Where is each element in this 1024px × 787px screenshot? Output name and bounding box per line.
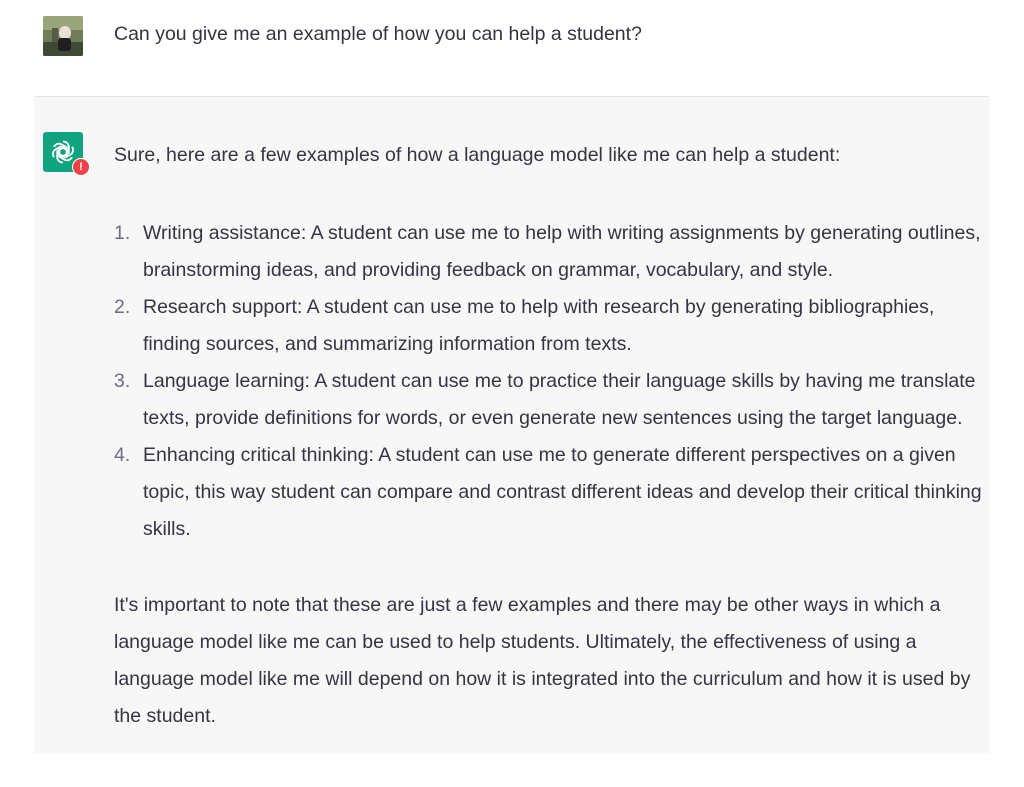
list-item-number: 2. <box>114 296 131 318</box>
list-item-text: Writing assistance: A student can use me to help with writing assignments by generating outlines, brainstorming ideas, and providing feedback on grammar, vocabulary, and style. <box>143 222 981 281</box>
list-item-number: 1. <box>114 222 131 244</box>
user-message-row <box>0 0 1024 96</box>
assistant-message-row <box>34 96 989 753</box>
user-photo-avatar <box>43 16 83 56</box>
exclamation-icon: ! <box>72 158 90 176</box>
list-item <box>114 289 984 363</box>
user-message-text: Can you give me an example of how you can help a student? <box>114 23 642 45</box>
user-avatar <box>43 16 83 56</box>
assistant-message-content <box>114 141 984 735</box>
list-item <box>114 215 984 289</box>
list-item-number: 4. <box>114 444 131 466</box>
list-item <box>114 363 984 437</box>
list-item-text: Enhancing critical thinking: A student can use me to generate different perspectives on a given topic, this way student can compare and contrast different ideas and develop their critical thinking skills. <box>143 444 982 540</box>
examples-list <box>114 215 984 548</box>
list-item-number: 3. <box>114 370 131 392</box>
list-item-text: Research support: A student can use me to help with research by generating bibliographies, finding sources, and summarizing information from texts. <box>143 296 935 355</box>
reply-intro: Sure, here are a few examples of how a language model like me can help a student: <box>114 144 841 166</box>
reply-outro: It's important to note that these are just a few examples and there may be other ways in which a language model like me can be used to help students. Ultimately, the effectiveness of using a language model like me will depend on how it is integrated into the curriculum and how it is used by the student. <box>114 594 971 727</box>
list-item-text: Language learning: A student can use me to practice their language skills by having me translate texts, provide definitions for words, or even generate new sentences using the target language. <box>143 370 976 429</box>
list-item <box>114 437 984 548</box>
